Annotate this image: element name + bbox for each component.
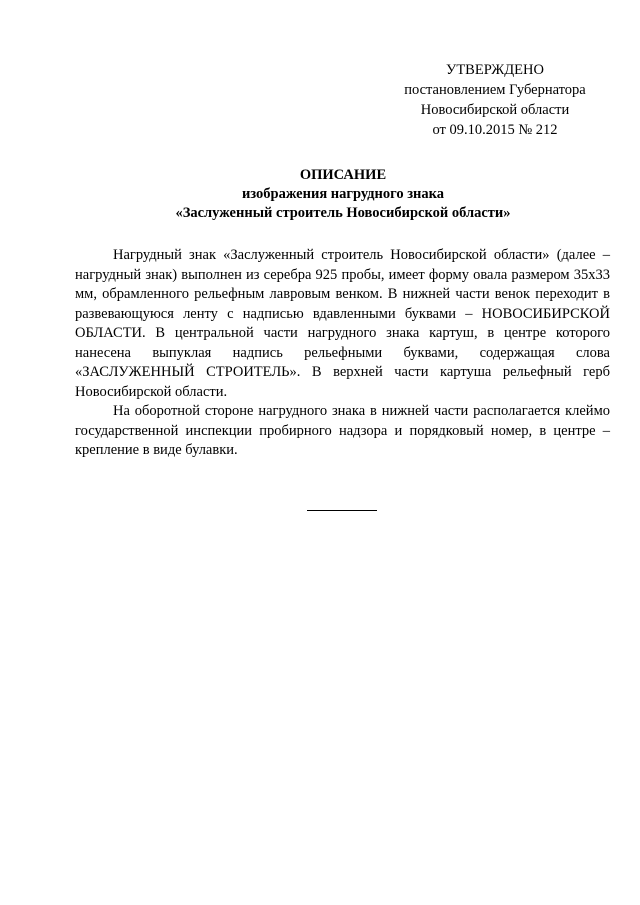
approval-heading: УТВЕРЖДЕНО [446,62,544,78]
document-body [75,246,610,461]
approval-region: Новосибирской области [420,102,570,118]
approval-stamp [395,60,595,140]
body-paragraph-reverse-side: На оборотной стороне нагрудного знака в нижней части располагается клеймо государственной инспекции пробирного надзора и порядковый номер, в центре – крепление в виде булавки. [75,403,610,458]
approval-authority: постановлением Губернатора [404,82,586,98]
title-badge-name: «Заслуженный строитель Новосибирской области» [175,205,511,221]
title-heading: ОПИСАНИЕ [299,167,387,183]
title-subheading: изображения нагрудного знака [241,186,445,202]
body-paragraph-description: Нагрудный знак «Заслуженный строитель Новосибирской области» (далее – нагрудный знак) выполнен из серебра 925 пробы, имеет форму овала размером 35х33 мм, обрамленного рельефным лавровым венком. В нижней части венок переходит в развевающуюся ленту с надписью вдавленными буквами – НОВОСИБИРСКОЙ ОБЛАСТИ. В центральной части нагрудного знака картуш, в центре которого нанесена выпуклая надпись рельефными буквами, содержащая слова «ЗАСЛУЖЕННЫЙ СТРОИТЕЛЬ». В верхней части картуша рельефный герб Новосибирской области. [75,247,610,400]
approval-date-number: от 09.10.2015 № 212 [432,122,558,138]
closing-separator-line [307,510,377,511]
document-title [60,166,626,223]
